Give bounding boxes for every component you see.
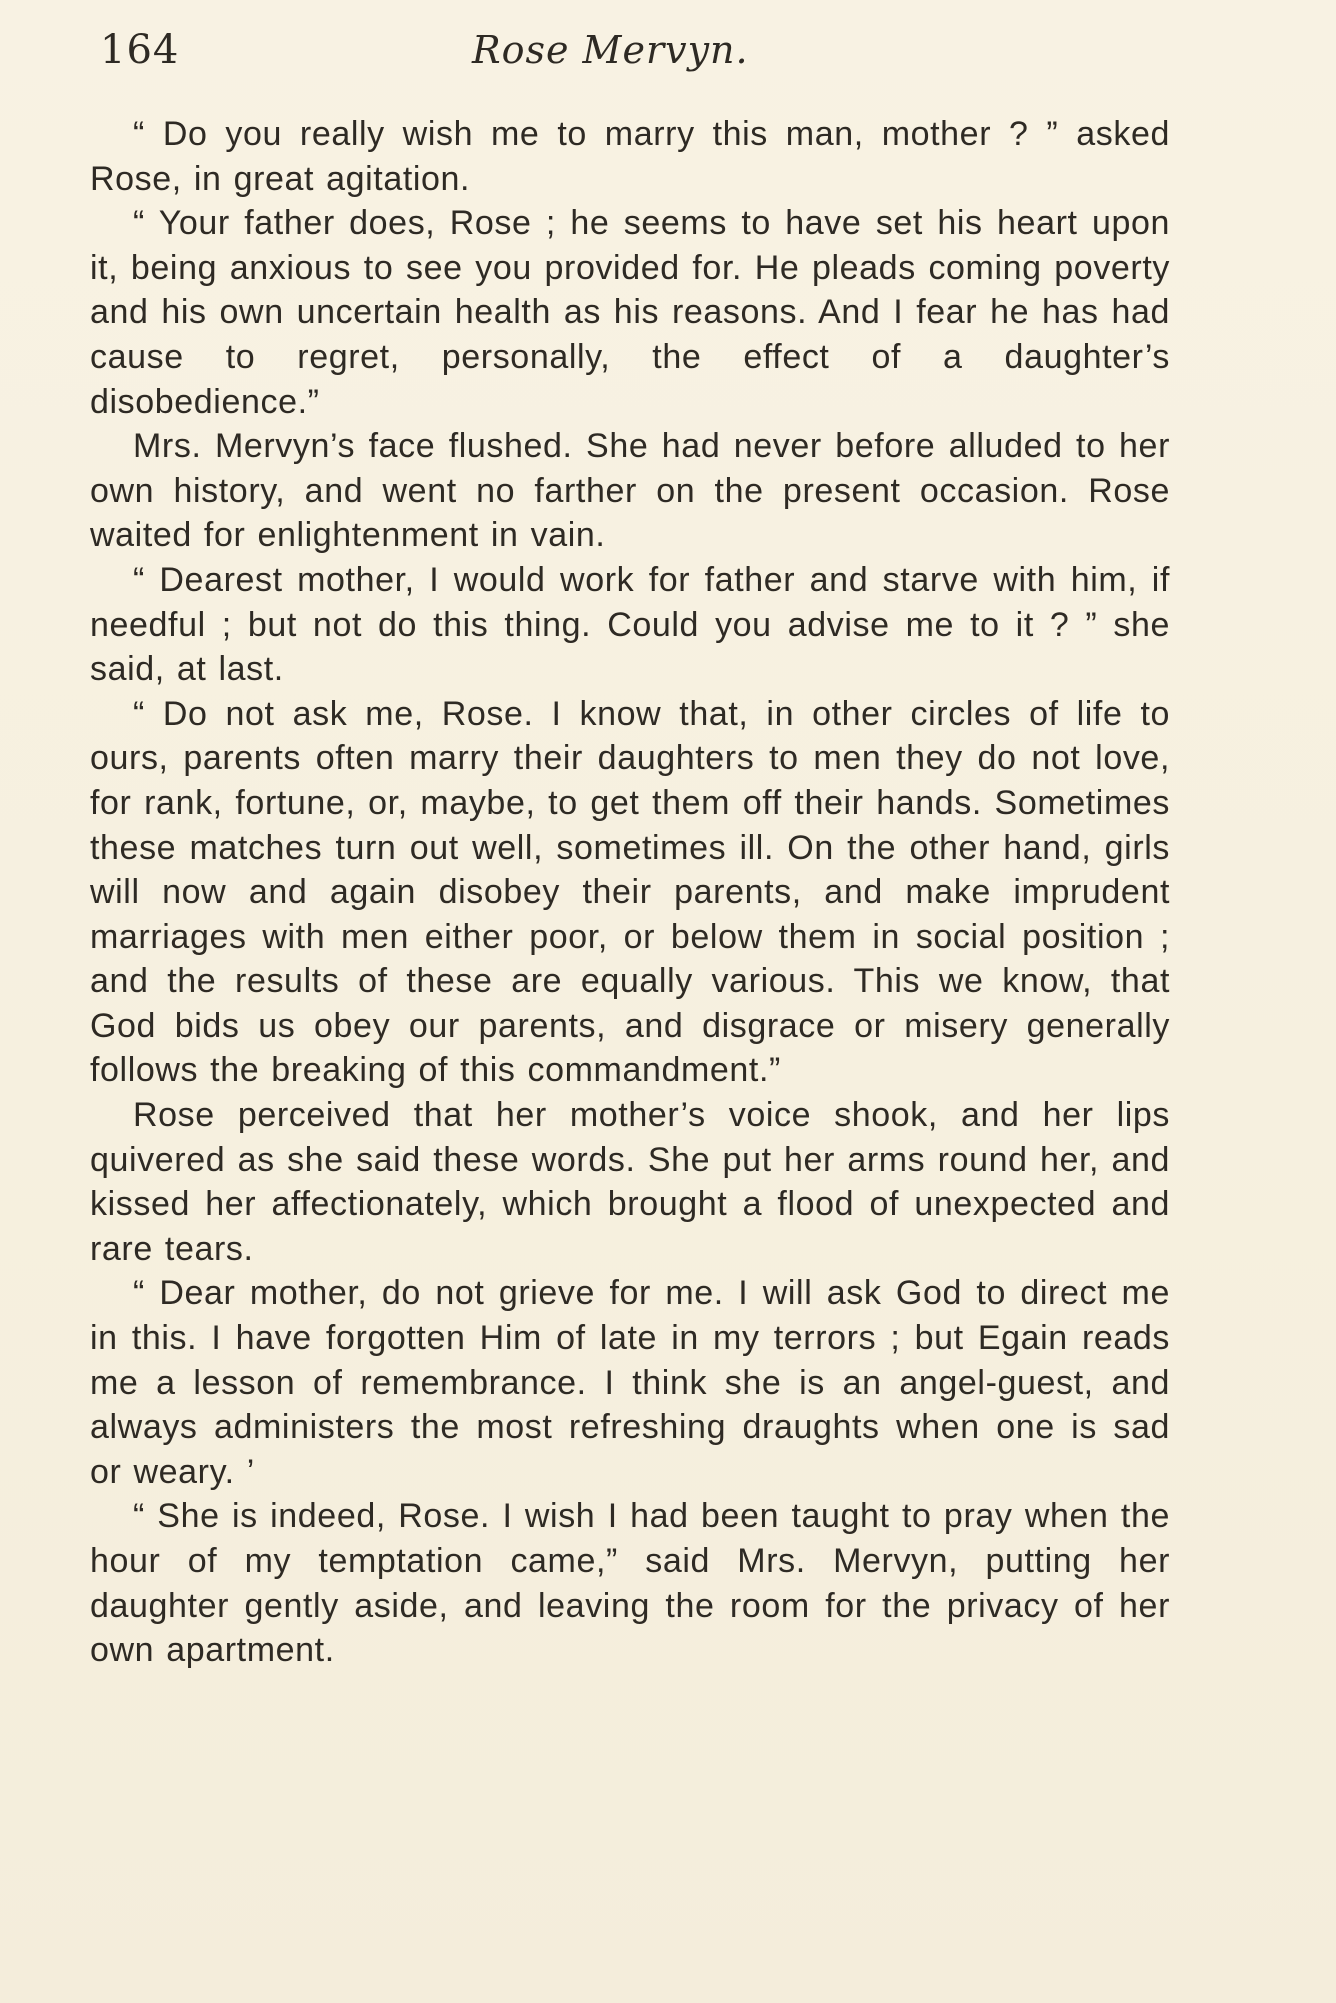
paragraph: Rose perceived that her mother’s voice shook, and her lips quivered as she said these words. She put her arms round her, and kissed her affectionately, which brought a flood of unexpected and rare tears. — [90, 1096, 1170, 1268]
paragraph: “ Do you really wish me to marry this man, mother ? ” asked Rose, in great agitation. — [90, 115, 1170, 198]
page-number: 164 — [100, 27, 180, 73]
paragraph: “ She is indeed, Rose. I wish I had been taught to pray when the hour of my temptation came,” said Mrs. Mervyn, putting her daughter gently aside, and leaving the room for the privacy of her own apartment. — [90, 1497, 1170, 1670]
paragraph: “ Dear mother, do not grieve for me. I will ask God to direct me in this. I have forgotten Him of late in my terrors ; but Egain reads me a lesson of remembrance. I think she is an angel-guest, and always administers the most refreshing draughts when one is sad or weary. ’ — [90, 1274, 1170, 1491]
running-title: Rose Mervyn. — [472, 28, 749, 72]
paragraph: “ Do not ask me, Rose. I know that, in other circles of life to ours, parents often marry their daughters to men they do not love, for rank, fortune, or, maybe, to get them off their hands. Sometimes these matches turn out well, sometimes ill. On the other hand, girls will now and again disobey their parents, and make imprudent marriages with men either poor, or below them in social position ; and the results of these are equally various. This we know, that God bids us obey our parents, and disgrace or misery generally follows the breaking of this commandment.” — [90, 694, 1170, 1090]
running-head — [0, 20, 1336, 80]
paragraph: “ Dearest mother, I would work for father and starve with him, if needful ; but not do this thing. Could you advise me to it ? ” she said, at last. — [90, 560, 1170, 689]
paragraph: Mrs. Mervyn’s face flushed. She had never before alluded to her own history, and went no farther on the present occasion. Rose waited for enlightenment in vain. — [90, 427, 1170, 555]
body-text — [90, 112, 1170, 1673]
paragraph: “ Your father does, Rose ; he seems to have set his heart upon it, being anxious to see you provided for. He pleads coming poverty and his own uncertain health as his reasons. And I fear he has had cause to regret, personally, the effect of a daughter’s disobedience.” — [90, 204, 1170, 421]
